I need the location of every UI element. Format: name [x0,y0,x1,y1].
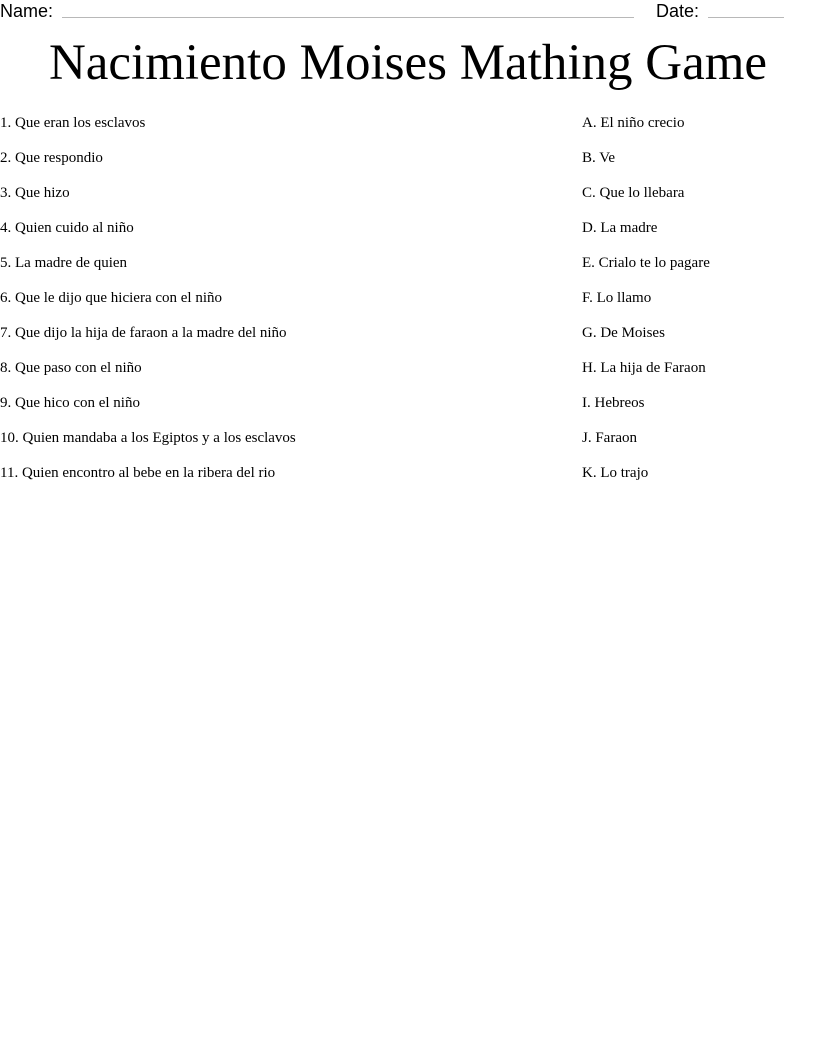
question-item: 5. La madre de quien [0,255,128,271]
answer-item: A. El niño crecio [582,115,685,131]
question-item: 3. Que hizo [0,185,70,201]
name-label: Name: [0,1,54,21]
question-item: 10. Quien mandaba a los Egiptos y a los esclavos [0,430,296,446]
answer-list [582,114,802,499]
question-item: 8. Que paso con el niño [0,360,142,376]
question-item: 4. Quien cuido al niño [0,220,134,236]
date-label: Date: [656,1,700,21]
answer-item: K. Lo trajo [582,465,649,481]
question-item: 11. Quien encontro al bebe en la ribera del rio [0,465,276,481]
answer-item: H. La hija de Faraon [582,360,706,376]
question-list [0,114,560,499]
answer-item: F. Lo llamo [582,290,652,306]
question-item: 9. Que hico con el niño [0,395,140,411]
answer-item: E. Crialo te lo pagare [582,255,710,271]
question-item: 7. Que dijo la hija de faraon a la madre del niño [0,325,287,341]
page-title: Nacimiento Moises Mathing Game [48,35,768,91]
answer-item: B. Ve [582,150,616,166]
name-field-line[interactable] [62,17,634,18]
answer-item: I. Hebreos [582,395,645,411]
question-item: 2. Que respondio [0,150,103,166]
answer-item: D. La madre [582,220,658,236]
answer-item: C. Que lo llebara [582,185,685,201]
answer-item: J. Faraon [582,430,637,446]
question-item: 6. Que le dijo que hiciera con el niño [0,290,223,306]
date-field-line[interactable] [708,17,784,18]
worksheet-header [0,0,816,22]
question-item: 1. Que eran los esclavos [0,115,146,131]
answer-item: G. De Moises [582,325,665,341]
